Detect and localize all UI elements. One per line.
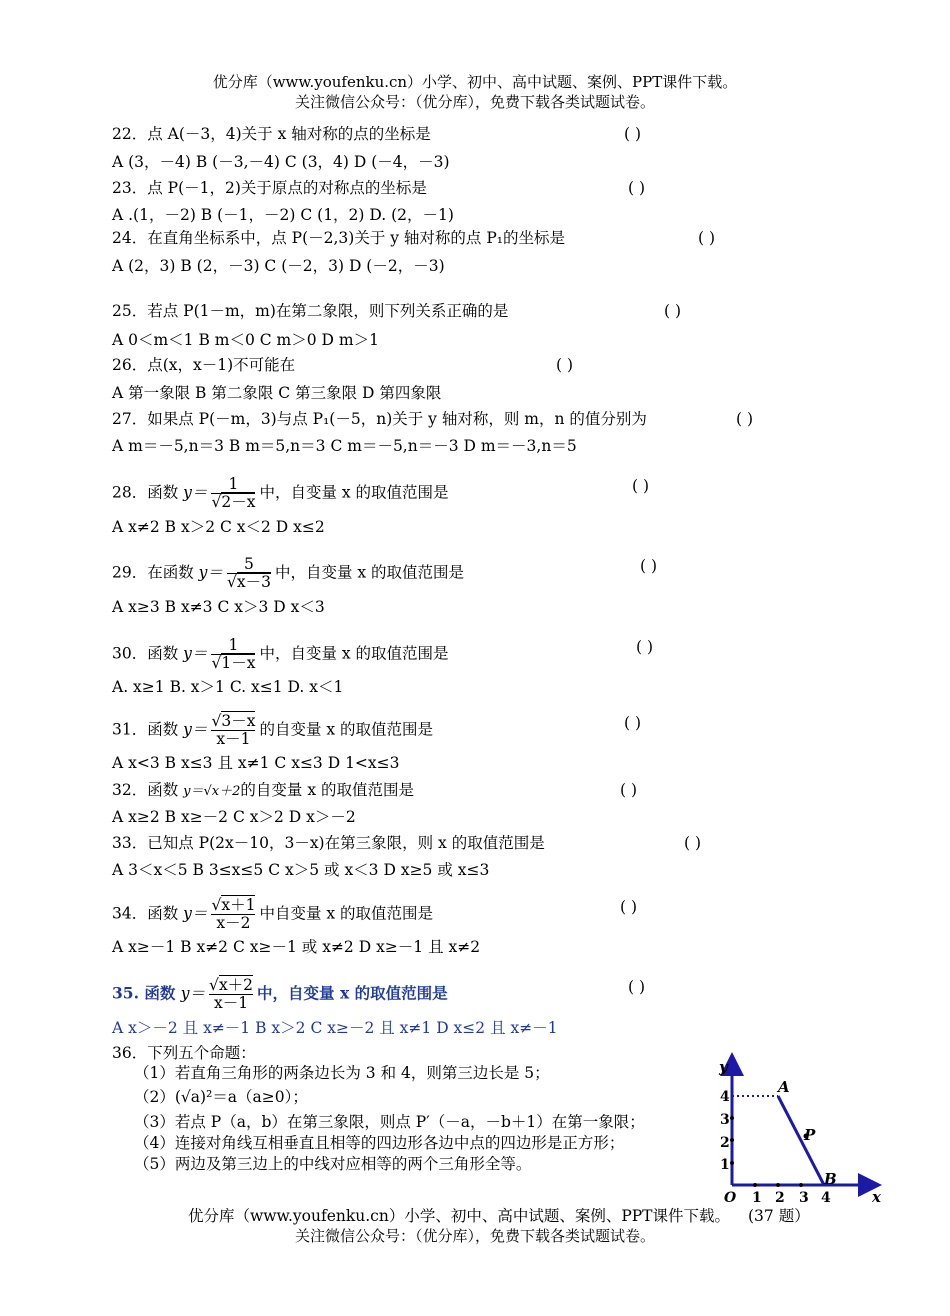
question-31-stem: 31．函数 y＝ $\frac{√3-x}{x-1}$ 的自变量 x 的取值范围是 <box>112 712 434 748</box>
question-25-options: A 0＜m＜1 B m＜0 C m＞0 D m＞1 <box>112 331 379 349</box>
question-33-options: A 3＜x＜5 B 3≤x≤5 C x＞5 或 x＜3 D x≥5 或 x≤3 <box>112 861 490 879</box>
question-32-answer-blank: ( ) <box>620 781 638 799</box>
x-tick-dot-2 <box>776 1183 780 1187</box>
question-35-options: A x＞－2 且 x≠－1 B x＞2 C x≥－2 且 x≠1 D x≤2 且 x≠－1 <box>112 1019 558 1037</box>
question-30-stem: 30．函数 y＝ $\frac{1}{√1-x}$ 中，自变量 x 的取值范围是 <box>112 636 449 672</box>
figure-caption: (37 题） <box>748 1207 810 1225</box>
question-26-stem: 26．点(x，x－1)不可能在 <box>112 356 296 374</box>
question-28-stem: 28．函数 y＝ $\frac{1}{√2-x}$ 中，自变量 x 的取值范围是 <box>112 475 449 511</box>
question-31-answer-blank: ( ) <box>624 714 642 732</box>
question-34-options: A x≥－1 B x≠2 C x≥－1 或 x≠2 D x≥－1 且 x≠2 <box>112 938 481 956</box>
question-22-answer-blank: ( ) <box>624 125 642 143</box>
function-label: y＝ <box>183 483 208 502</box>
x-tick-label-1: 1 <box>752 1190 762 1206</box>
question-29-answer-blank: ( ) <box>640 557 658 575</box>
question-27-options: A m＝－5,n＝3 B m＝5,n＝3 C m＝－5,n＝－3 D m＝－3,n＝5 <box>112 437 577 455</box>
question-25-answer-blank: ( ) <box>664 302 682 320</box>
question-36-item-4: （4）连接对角线互相垂直且相等的四边形各边中点的四边形是正方形； <box>134 1134 625 1152</box>
x-tick-label-4: 4 <box>821 1190 831 1206</box>
question-22-stem: 22．点 A(－3，4)关于 x 轴对称的点的坐标是 <box>112 125 431 143</box>
question-30-fraction: $\frac{1}{√1-x}$ <box>211 636 256 672</box>
y-tick-label-1: 1 <box>720 1157 730 1173</box>
question-33-answer-blank: ( ) <box>684 834 702 852</box>
y-tick-label-4: 4 <box>720 1089 730 1105</box>
question-35-fraction: $\frac{√x+2}{x-1}$ <box>209 976 254 1012</box>
x-tick-dot-3 <box>799 1183 803 1187</box>
question-28-fraction: $\frac{1}{√2-x}$ <box>211 475 256 511</box>
question-27-answer-blank: ( ) <box>736 410 754 428</box>
x-tick-label-3: 3 <box>799 1190 809 1206</box>
question-26-options: A 第一象限 B 第二象限 C 第三象限 D 第四象限 <box>112 384 442 402</box>
origin-label: O <box>724 1190 737 1206</box>
point-b-label: B <box>824 1170 837 1188</box>
y-tick-dot-2 <box>730 1138 734 1142</box>
question-27-stem: 27．如果点 P(－m，3)与点 P₁(－5，n)关于 y 轴对称，则 m，n 的值分别为 <box>112 410 647 428</box>
question-22-options: A (3，－4) B (－3,－4) C (3，4) D (－4，－3) <box>112 153 450 171</box>
question-29-stem: 29．在函数 y＝ $\frac{5}{√x-3}$ 中，自变量 x 的取值范围是 <box>112 555 465 591</box>
question-35-answer-blank: ( ) <box>628 978 646 996</box>
x-tick-label-2: 2 <box>775 1190 785 1206</box>
point-a-label: A <box>778 1078 790 1096</box>
question-24-stem: 24．在直角坐标系中，点 P(－2,3)关于 y 轴对称的点 P₁的坐标是 <box>112 229 566 247</box>
question-29-fraction: $\frac{5}{√x-3}$ <box>226 555 271 591</box>
question-24-options: A (2，3) B (2，－3) C (－2，3) D (－2，－3) <box>112 257 445 275</box>
question-28-options: A x≠2 B x＞2 C x＜2 D x≤2 <box>112 518 325 536</box>
question-28-answer-blank: ( ) <box>632 477 650 495</box>
question-36-item-2: （2）(√a)²＝a（a≥0）； <box>134 1088 308 1106</box>
y-tick-label-3: 3 <box>720 1112 730 1128</box>
y-tick-label-2: 2 <box>720 1135 730 1151</box>
point-p-label: P <box>804 1126 816 1144</box>
question-29-options: A x≥3 B x≠3 C x＞3 D x＜3 <box>112 598 325 616</box>
question-31-options: A x<3 B x≤3 且 x≠1 C x≤3 D 1<x≤3 <box>112 754 400 772</box>
question-31-fraction: $\frac{√3-x}{x-1}$ <box>211 712 256 748</box>
y-tick-dot-3 <box>730 1116 734 1120</box>
header-line-1: 优分库（www.youfenku.cn）小学、初中、高中试题、案例、PPT课件下载。 <box>212 73 738 91</box>
x-tick-dot-1 <box>753 1183 757 1187</box>
y-axis-label: y <box>719 1058 728 1076</box>
question-24-answer-blank: ( ) <box>698 229 716 247</box>
question-23-options: A .(1，－2) B (－1，－2) C (1，2) D. (2，－1) <box>112 206 454 224</box>
question-30-answer-blank: ( ) <box>636 638 654 656</box>
segment-ab <box>778 1096 824 1185</box>
question-23-stem: 23．点 P(－1，2)关于原点的对称点的坐标是 <box>112 179 427 197</box>
question-32-expression: y＝√x＋2 <box>183 784 241 799</box>
footer-line-1: 优分库（www.youfenku.cn）小学、初中、高中试题、案例、PPT课件下载。 <box>188 1207 731 1225</box>
question-34-fraction: $\frac{√x+1}{x-2}$ <box>211 896 256 932</box>
question-26-answer-blank: ( ) <box>556 356 574 374</box>
question-30-options: A. x≥1 B. x＞1 C. x≤1 D. x＜1 <box>112 678 344 696</box>
question-35-stem: 35. 函数 y＝ $\frac{√x+2}{x-1}$ 中，自变量 x 的取值范围是 <box>112 976 448 1012</box>
header-line-2: 关注微信公众号：（优分库），免费下载各类试题试卷。 <box>294 93 655 111</box>
question-36-stem: 36．下列五个命题： <box>112 1044 256 1062</box>
coordinate-figure <box>700 1050 890 1210</box>
question-23-answer-blank: ( ) <box>628 179 646 197</box>
y-tick-dot-1 <box>730 1161 734 1165</box>
question-32-options: A x≥2 B x≥－2 C x＞2 D x＞－2 <box>112 808 356 826</box>
question-36-item-1: （1）若直角三角形的两条边长为 3 和 4，则第三边长是 5； <box>134 1064 550 1082</box>
question-32-stem: 32．函数 y＝√x＋2的自变量 x 的取值范围是 <box>112 781 415 799</box>
question-36-item-5: （5）两边及第三边上的中线对应相等的两个三角形全等。 <box>134 1155 532 1173</box>
question-25-stem: 25．若点 P(1－m，m)在第二象限，则下列关系正确的是 <box>112 302 509 320</box>
question-34-stem: 34．函数 y＝ $\frac{√x+1}{x-2}$ 中自变量 x 的取值范围是 <box>112 896 434 932</box>
question-36-item-3: （3）若点 P（a，b）在第三象限，则点 P′（－a，－b＋1）在第一象限； <box>134 1113 645 1131</box>
question-34-answer-blank: ( ) <box>620 898 638 916</box>
footer-line-2: 关注微信公众号：（优分库），免费下载各类试题试卷。 <box>294 1227 655 1245</box>
x-axis-label: x <box>872 1188 881 1206</box>
question-33-stem: 33．已知点 P(2x－10，3－x)在第三象限，则 x 的取值范围是 <box>112 834 545 852</box>
